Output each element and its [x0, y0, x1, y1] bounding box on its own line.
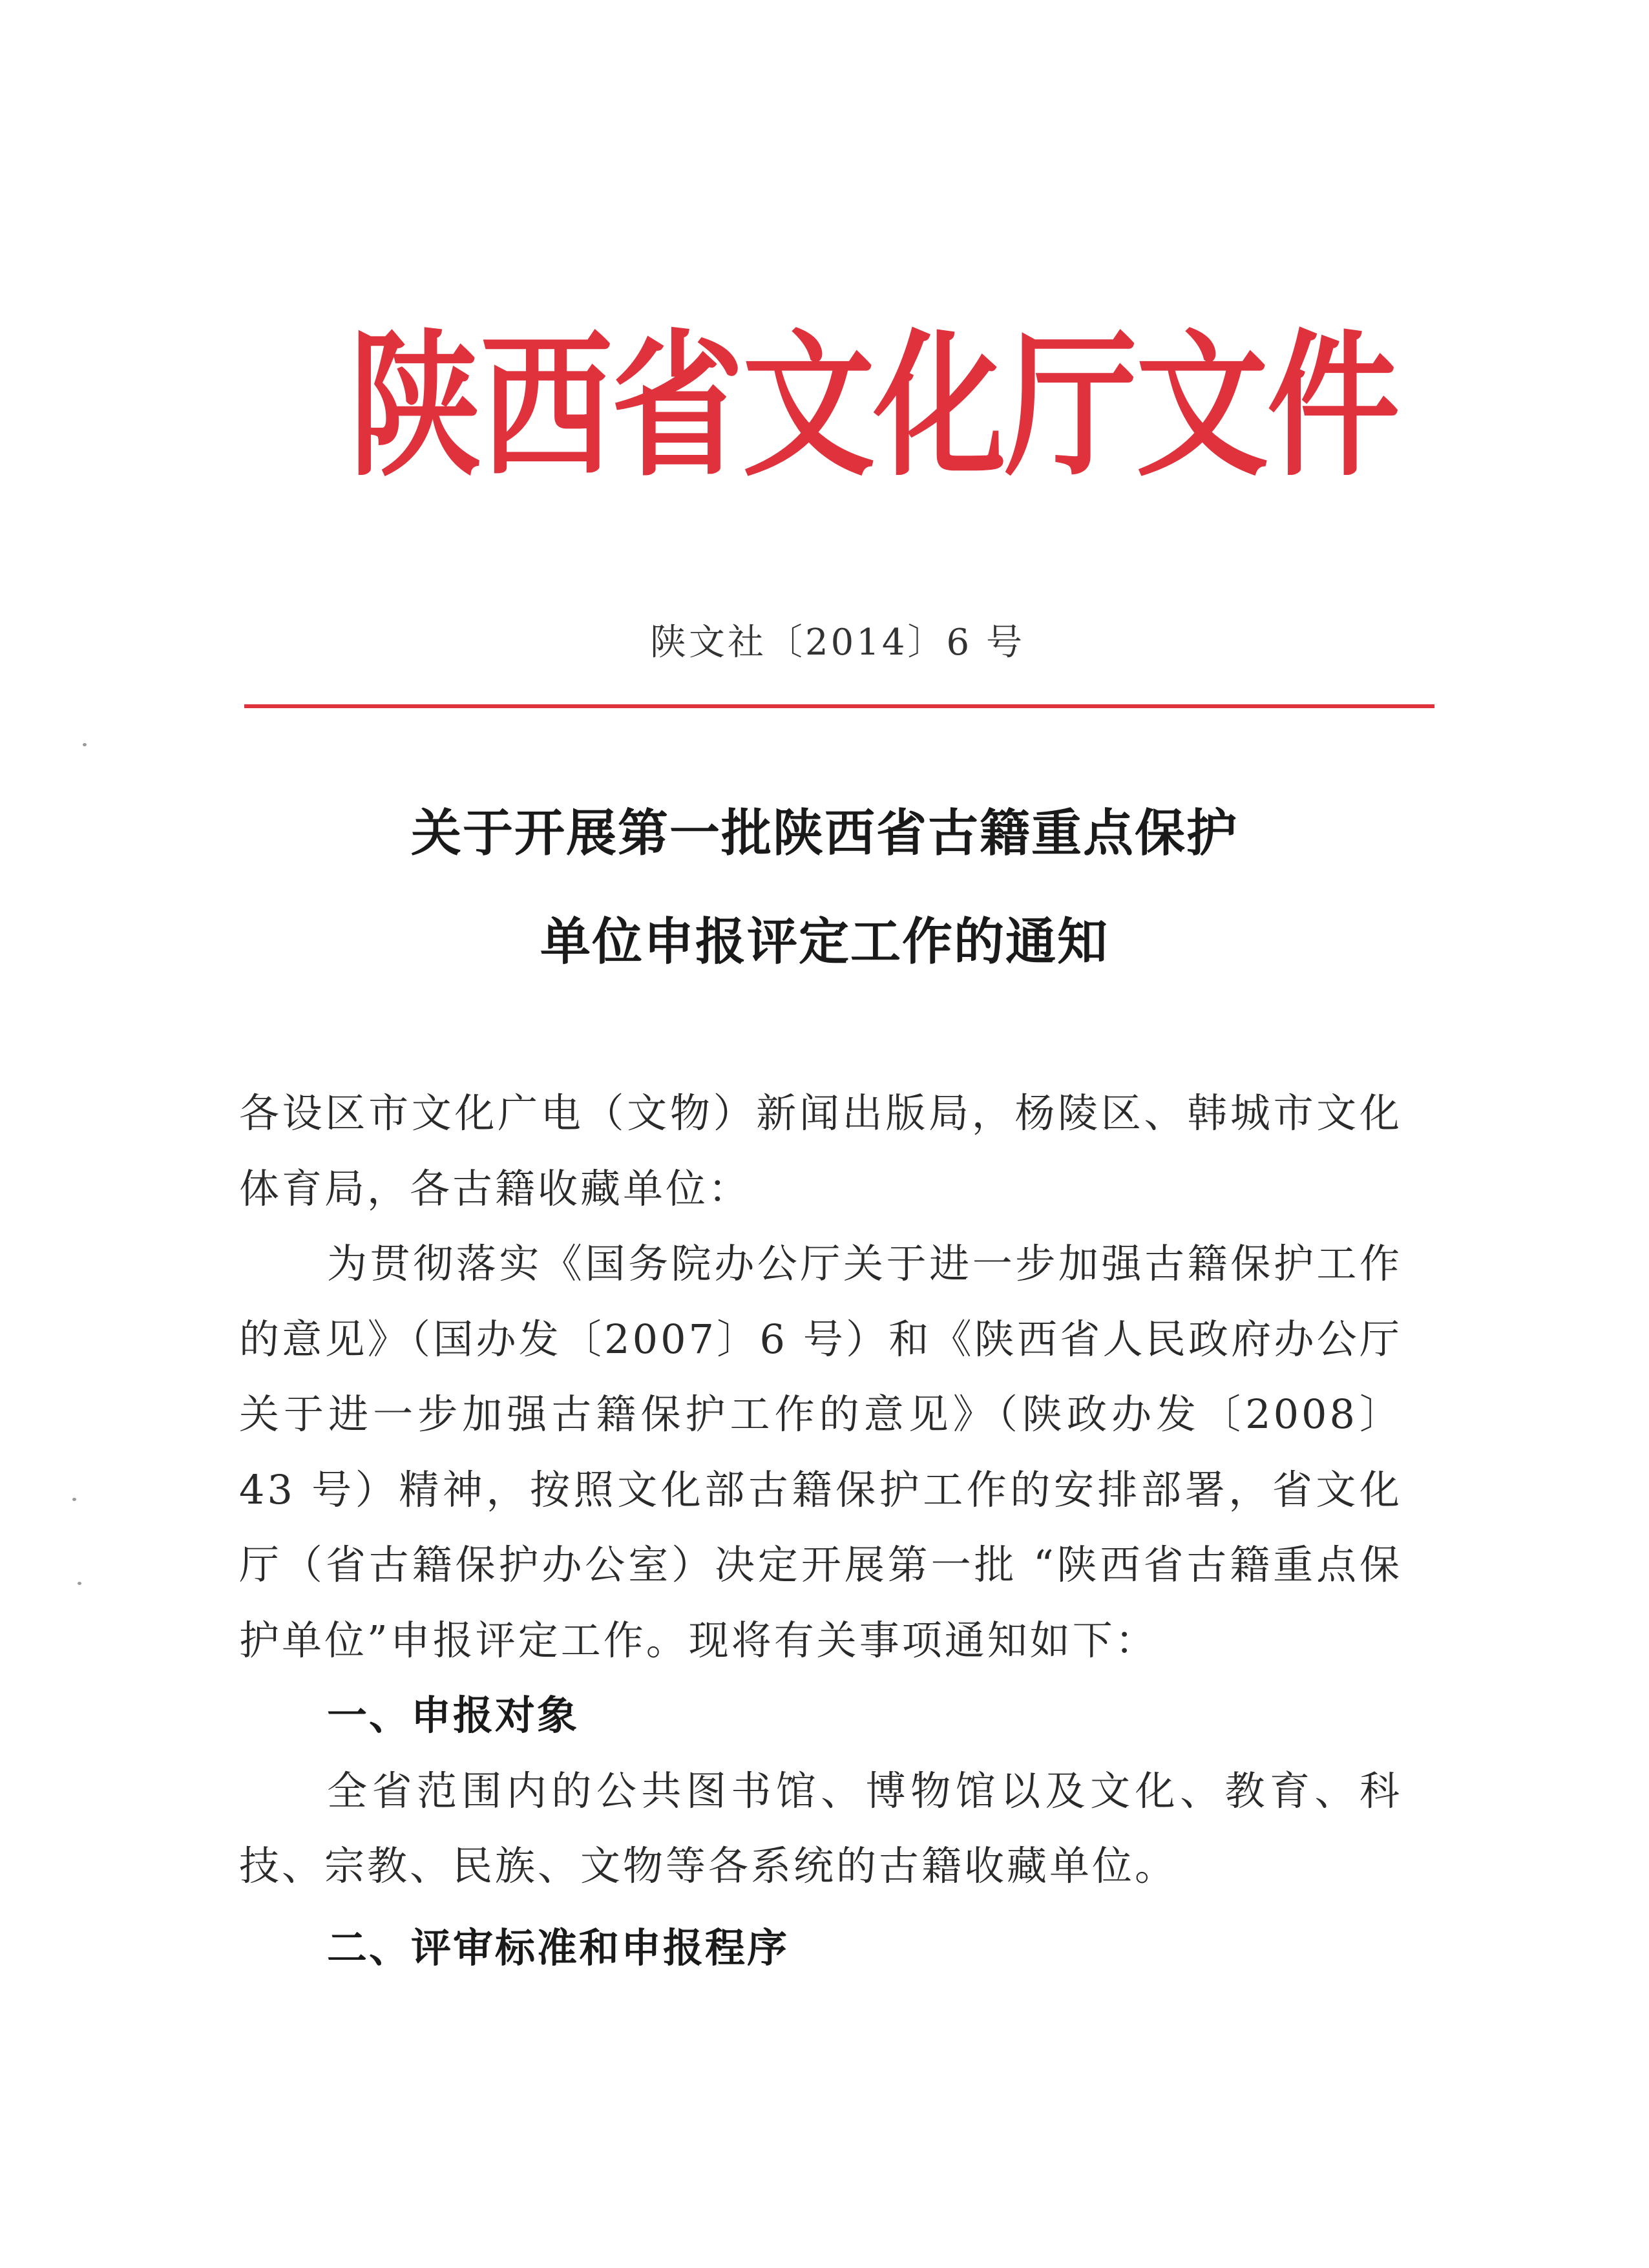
intro-paragraph: 为贯彻落实《国务院办公厅关于进一步加强古籍保护工作的意见》（国办发〔2007〕6 号）和《陕西省人民政府办公厅关于进一步加强古籍保护工作的意见》（陕政办发〔2008〕43 号）精神，按照文化部古籍保护工作的安排部署，省文化厅（省古籍保护办公室）决定开展第一批 “陕西省古籍重点保护单位”申报评定工作。现将有关事项通知如下： — [239, 1240, 1402, 1664]
notice-title-line-2: 单位申报评定工作的通知 — [540, 913, 1109, 971]
scan-speck — [78, 1582, 81, 1585]
document-body — [239, 1076, 1402, 1986]
section-1-heading: 一、申报对象 — [327, 1692, 580, 1739]
salutation: 各设区市文化广电（文物）新闻出版局，杨陵区、韩城市文化体育局，各古籍收藏单位： — [239, 1089, 1402, 1212]
document-masthead: 陕西省文化厅文件 — [349, 316, 1398, 498]
red-divider-line — [244, 704, 1434, 708]
notice-title-line-1: 关于开展第一批陕西省古籍重点保护 — [410, 804, 1238, 863]
scan-speck — [72, 1498, 76, 1501]
document-number: 陕文社〔2014〕6 号 — [650, 622, 1025, 664]
section-1-text: 全省范围内的公共图书馆、博物馆以及文化、教育、科技、宗教、民族、文物等各系统的古籍收藏单位。 — [239, 1767, 1402, 1889]
section-2-heading: 二、评审标准和申报程序 — [327, 1924, 790, 1971]
scan-speck — [83, 743, 87, 746]
